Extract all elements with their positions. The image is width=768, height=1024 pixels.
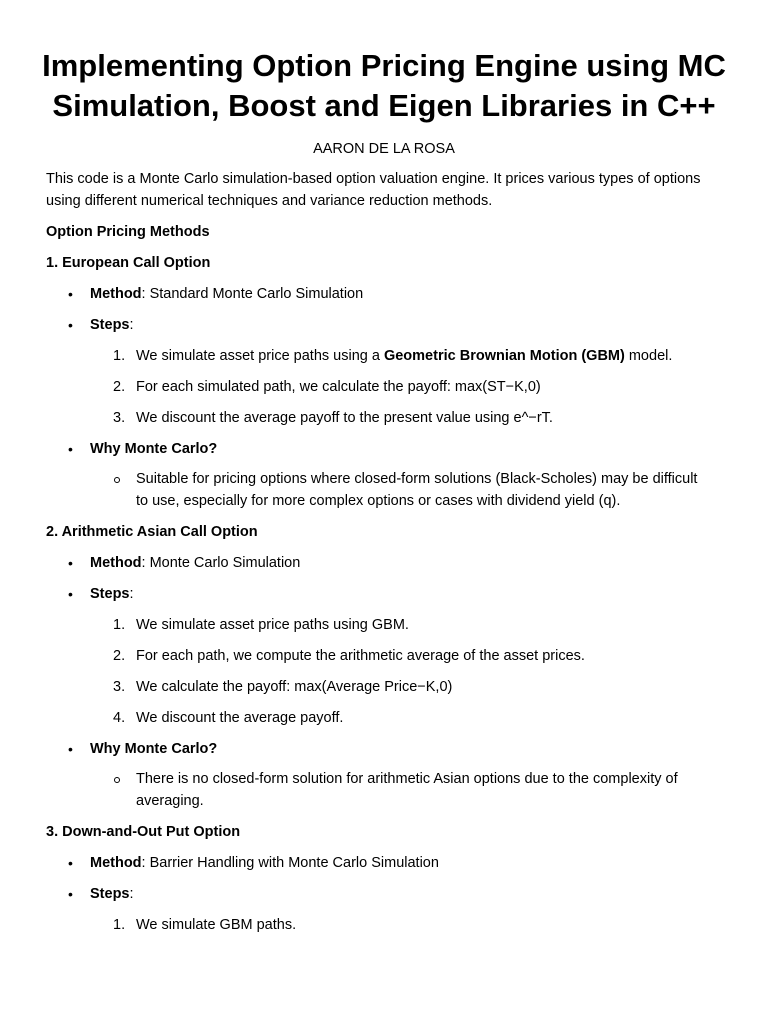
section-heading: Option Pricing Methods [46,224,210,240]
author-name: AARON DE LA ROSA [313,141,455,157]
european-step-2: For each simulated path, we calculate the payoff: max(ST−K,0) [136,379,541,395]
asian-method-item [90,553,300,574]
bullet-icon: • [68,286,73,302]
step-1-text: We simulate asset price paths using a [136,348,384,364]
steps-label: Steps [90,317,130,333]
list-number: 1. [113,617,126,633]
list-number: 2. [113,648,126,664]
gbm-term: Geometric Brownian Motion (GBM) [383,348,625,364]
bullet-icon: • [68,586,73,602]
asian-step-4: We discount the average payoff. [136,710,344,726]
european-heading: 1. European Call Option [46,255,211,271]
document-title-line-1: Implementing Option Pricing Engine using MC [42,48,726,83]
barrier-method-text: : Barrier Handling with Monte Carlo Simulation [141,855,439,871]
bullet-icon: • [68,317,73,333]
method-label: Method [90,855,142,871]
european-steps-item [90,315,134,336]
circle-bullet-icon [114,777,120,783]
bullet-icon: • [68,741,73,757]
list-number: 2. [113,379,126,395]
bullet-icon: • [68,855,73,871]
european-why-line-1: Suitable for pricing options where closed-form solutions (Black-Scholes) may be difficult [136,471,698,487]
steps-colon: : [129,886,134,902]
steps-colon: : [129,586,134,602]
asian-why-heading: Why Monte Carlo? [90,741,218,757]
asian-steps-item [90,584,134,605]
method-label: Method [90,286,142,302]
barrier-step-1: We simulate GBM paths. [136,917,297,933]
list-number: 1. [113,348,126,364]
list-number: 4. [113,710,126,726]
bullet-icon: • [68,886,73,902]
intro-paragraph-line-1: This code is a Monte Carlo simulation-based option valuation engine. It prices various types of options [46,171,701,187]
steps-colon: : [129,317,134,333]
circle-bullet-icon [114,477,120,483]
european-method-text: : Standard Monte Carlo Simulation [141,286,364,302]
document-title-line-2: Simulation, Boost and Eigen Libraries in C++ [52,88,716,123]
bullet-icon: • [68,441,73,457]
intro-paragraph-line-2: using different numerical techniques and variance reduction methods. [46,193,493,209]
barrier-heading: 3. Down-and-Out Put Option [46,824,241,840]
bullet-icon: • [68,555,73,571]
asian-method-text: : Monte Carlo Simulation [141,555,301,571]
asian-step-3: We calculate the payoff: max(Average Price−K,0) [136,679,453,695]
asian-why-line-2: averaging. [136,793,204,809]
method-label: Method [90,555,142,571]
steps-label: Steps [90,586,130,602]
european-method-item [90,284,363,305]
asian-heading: 2. Arithmetic Asian Call Option [46,524,258,540]
asian-step-1: We simulate asset price paths using GBM. [136,617,409,633]
list-number: 3. [113,410,126,426]
european-step-3: We discount the average payoff to the present value using e^−rT. [136,410,553,426]
european-why-heading: Why Monte Carlo? [90,441,218,457]
barrier-method-item [90,853,439,874]
list-number: 1. [113,917,126,933]
steps-label: Steps [90,886,130,902]
barrier-steps-item [90,884,134,905]
european-why-line-2: to use, especially for more complex options or cases with dividend yield (q). [136,493,621,509]
asian-why-line-1: There is no closed-form solution for arithmetic Asian options due to the complexity of [136,771,678,787]
asian-step-2: For each path, we compute the arithmetic average of the asset prices. [136,648,585,664]
european-step-1 [136,346,672,367]
step-1-suffix: model. [624,348,673,364]
list-number: 3. [113,679,126,695]
